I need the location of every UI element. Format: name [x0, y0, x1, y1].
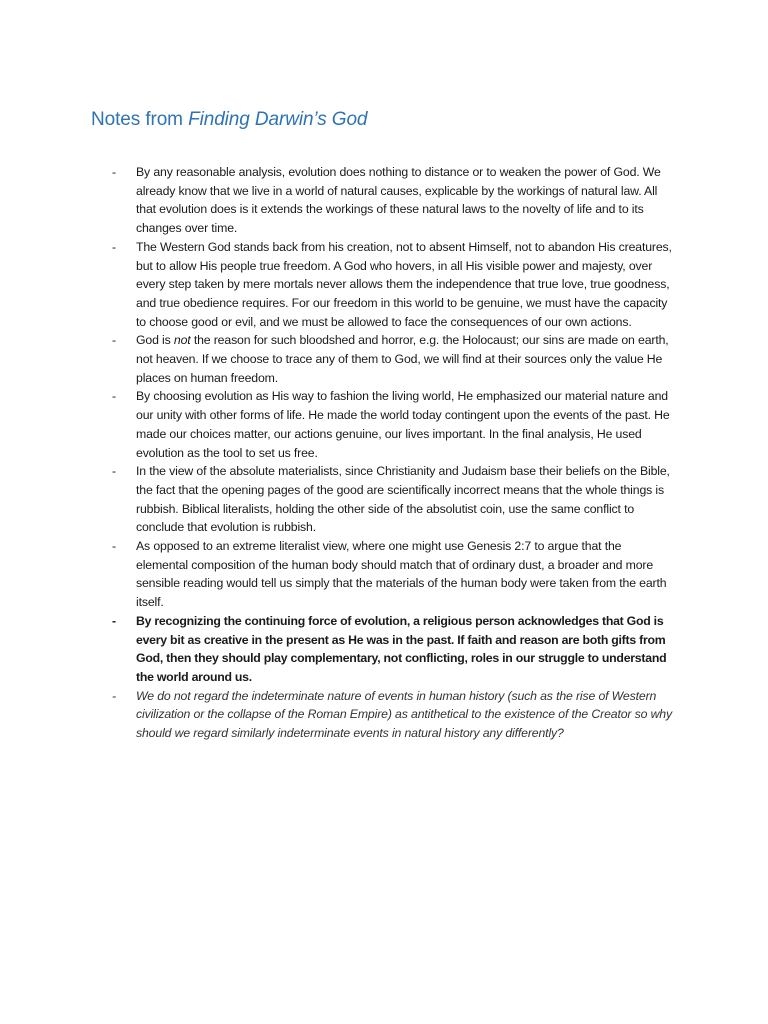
bullet-dash: - [112, 539, 116, 554]
bullet-dash: - [112, 333, 116, 348]
note-text: By choosing evolution as His way to fashion the living world, He emphasized our material nature and our unity with other forms of life. He made the world today contingent upon the events of the past. He made our choices matter, our actions genuine, our lives important. In the final analysis, He used evolution as the tool to set us free. [136, 389, 670, 460]
list-item [112, 387, 672, 462]
list-item [112, 331, 672, 387]
bullet-dash: - [112, 239, 116, 254]
list-item [112, 537, 672, 612]
bullet-dash: - [112, 389, 116, 404]
note-text: By any reasonable analysis, evolution does nothing to distance or to weaken the power of God. We already know that we live in a world of natural causes, explicable by the workings of natural law. All that evolution does is it extends the workings of these natural laws to the novelty of life and to its changes over time. [136, 165, 661, 236]
list-item-italic [112, 687, 672, 743]
note-text-after: the reason for such bloodshed and horror, e.g. the Holocaust; our sins are made on earth, not heaven. If we choose to trace any of them to God, we will find at their sources only the value He places on human freedom. [136, 333, 669, 385]
bullet-dash: - [112, 464, 116, 479]
note-text [136, 333, 669, 384]
list-item [112, 462, 672, 537]
note-emphasis: not [173, 333, 191, 348]
page-title [91, 109, 367, 131]
note-text: As opposed to an extreme literalist view, where one might use Genesis 2:7 to argue that the elemental composition of the human body should match that of ordinary dust, a broader and more sensible reading would tell us simply that the materials of the human body were taken from the earth itself. [136, 539, 667, 610]
note-text-before: God is [136, 333, 174, 348]
note-text: By recognizing the continuing force of evolution, a religious person acknowledges that God is every bit as creative in the present as He was in the past. If faith and reason are both gifts from God, then they should play complementary, not conflicting, roles in our struggle to understand the world around us. [136, 613, 667, 684]
title-prefix: Notes from [91, 109, 189, 130]
bullet-dash: - [112, 688, 116, 703]
bullet-dash: - [112, 165, 116, 179]
note-text: In the view of the absolute materialists, since Christianity and Judaism base their beliefs on the Bible, the fact that the opening pages of the good are scientifically incorrect means that the whole things is rubbish. Biblical literalists, holding the other side of the absolutist coin, use the same conflict to conclude that evolution is rubbish. [136, 464, 670, 535]
list-item [112, 163, 672, 238]
note-text: We do not regard the indeterminate nature of events in human history (such as the rise of Western civilization or the collapse of the Roman Empire) as antithetical to the existence of the Creator so why should we regard similarly indeterminate events in natural history any differently? [136, 688, 672, 741]
list-item-bold [112, 612, 672, 687]
list-item [112, 238, 672, 332]
notes-list [112, 163, 672, 743]
title-book-name: Finding Darwin’s God [188, 109, 368, 130]
note-text: The Western God stands back from his creation, not to absent Himself, not to abandon His creatures, but to allow His people true freedom. A God who hovers, in all His visible power and majesty, over every step taken by mere mortals never allows them the independence that true love, true goodness, and true obedience requires. For our freedom in this world to be genuine, we must have the capacity to choose good or evil, and we must be allowed to face the consequences of our own actions. [136, 239, 672, 329]
bullet-dash: - [112, 613, 116, 628]
